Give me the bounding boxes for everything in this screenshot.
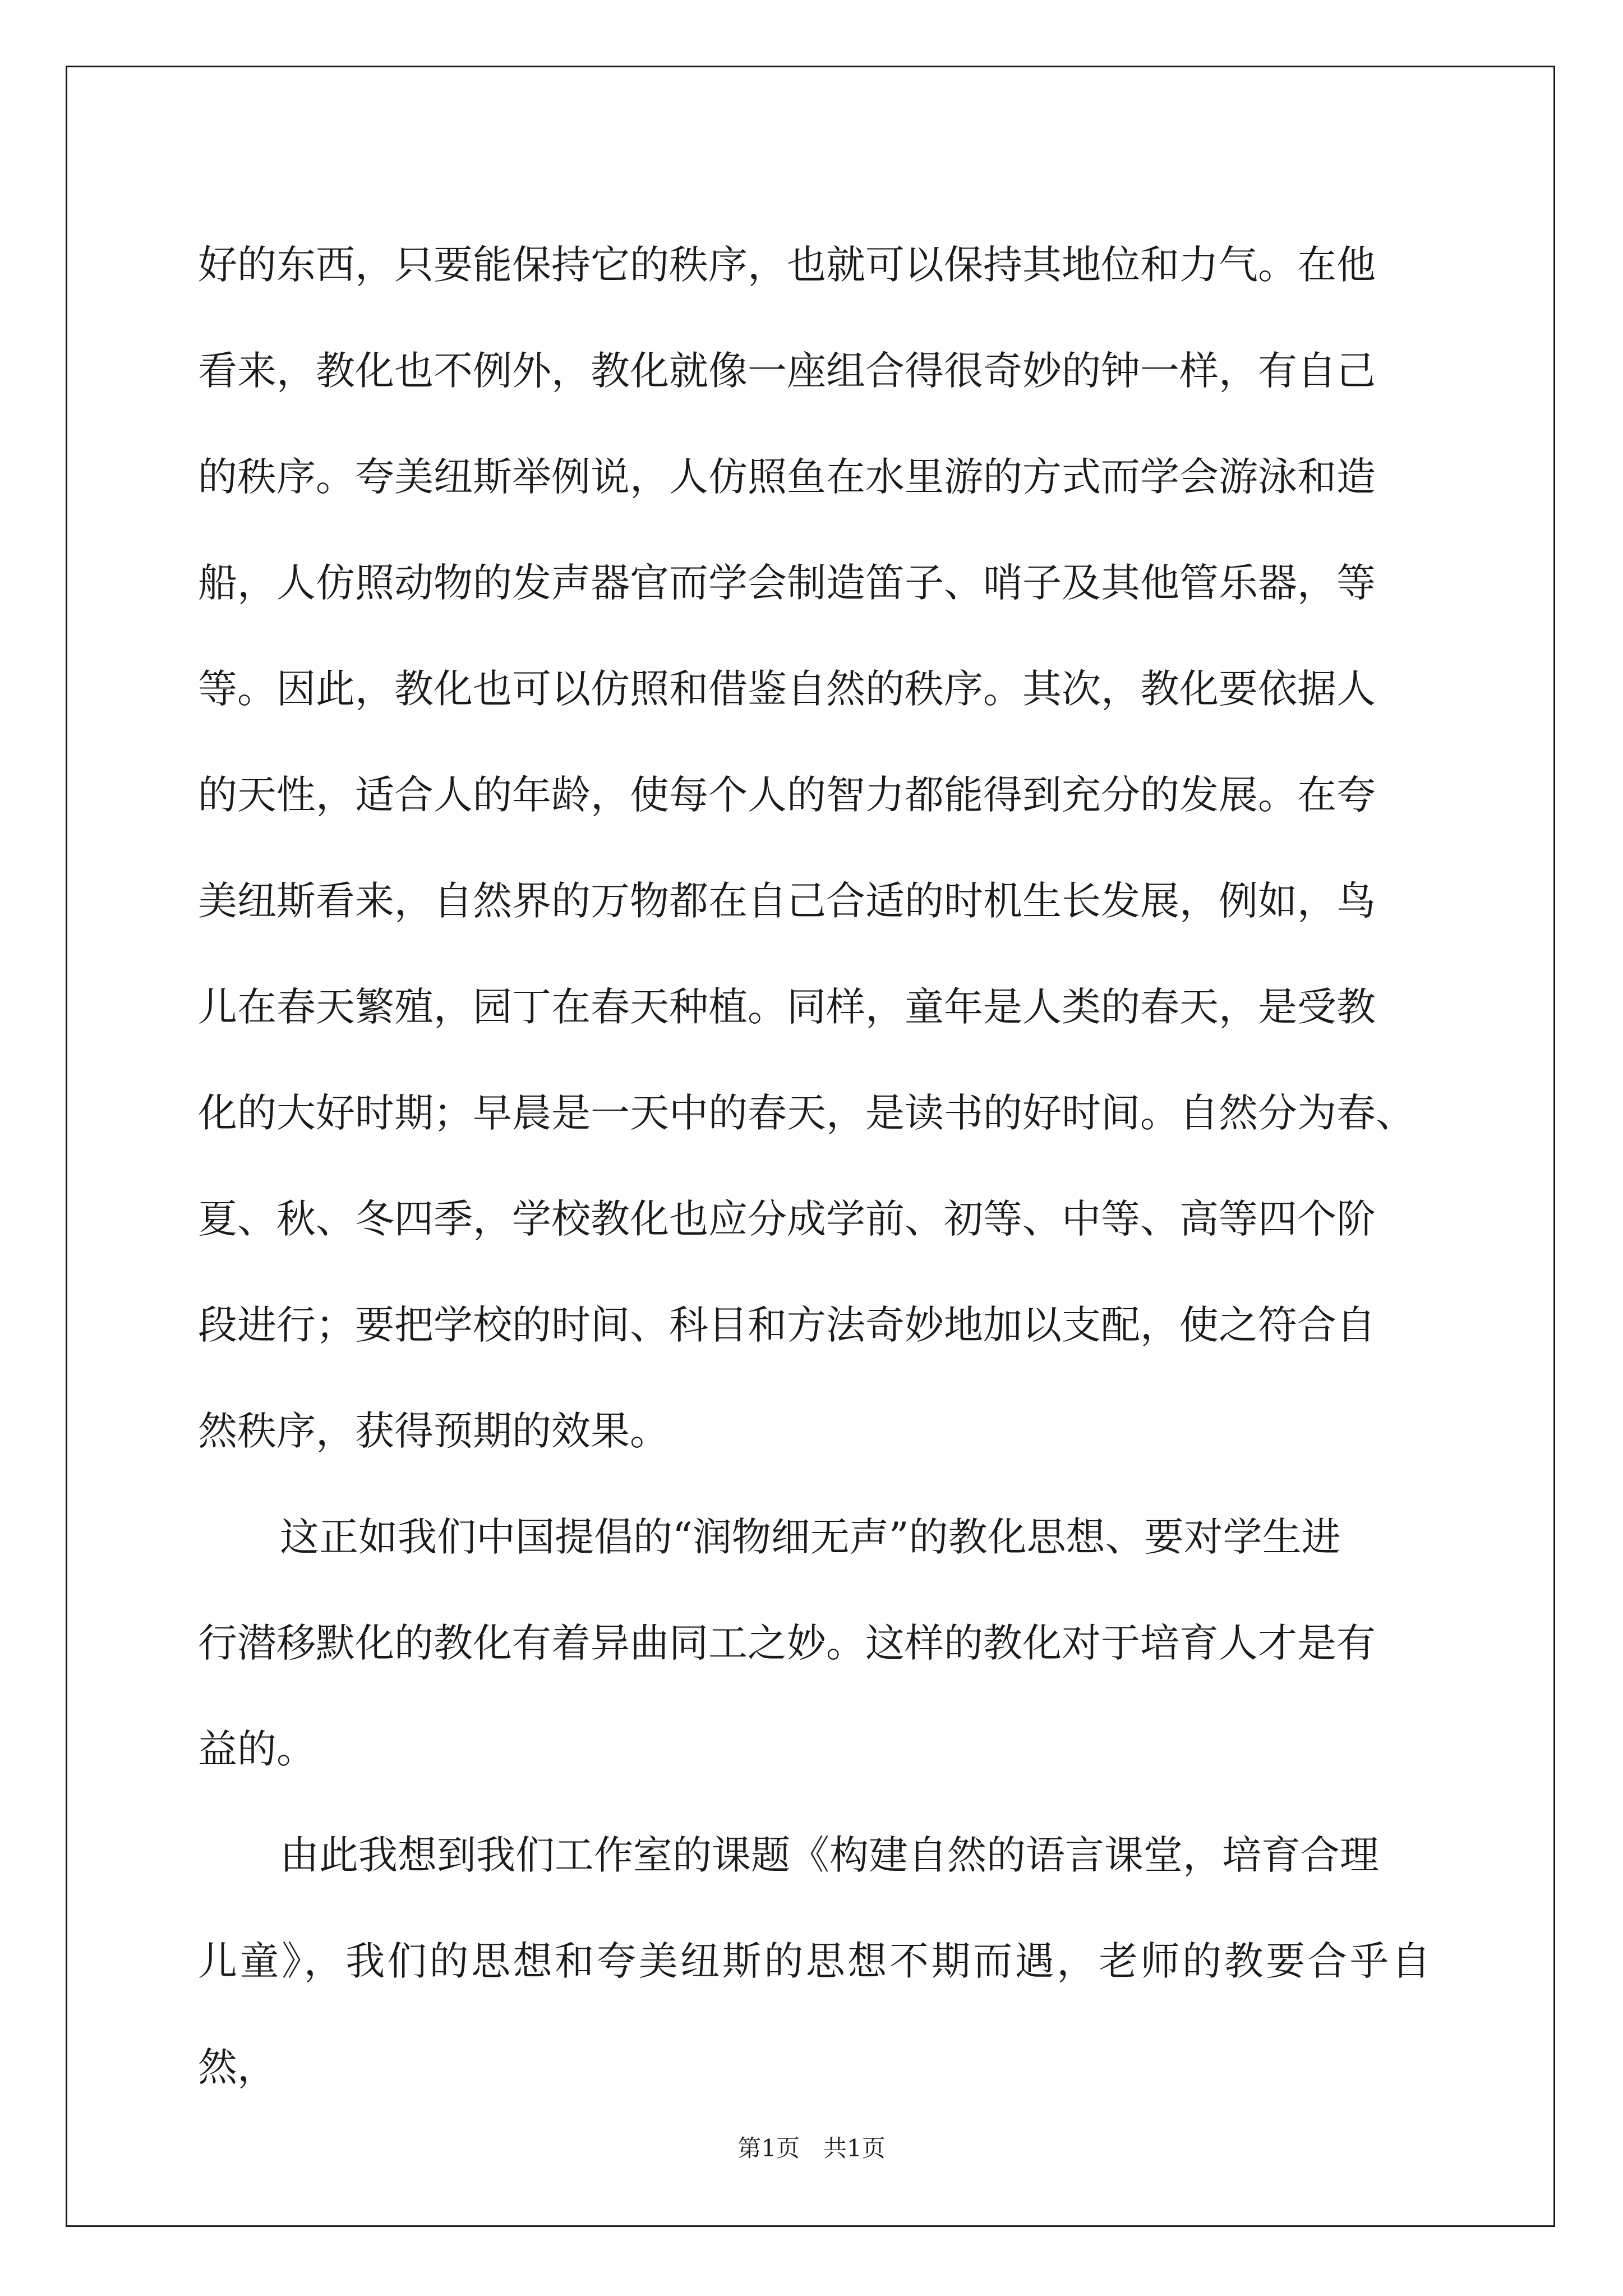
page-number-footer: 第1页 共1页 — [737, 2134, 886, 2162]
paragraph-1: 好的东西，只要能保持它的秩序，也就可以保持其地位和力气。在他 看来，教化也不例外，教化就像一座组合得很奇妙的钟一样，有自己 的秩序。夸美纽斯举例说，人仿照鱼在水里游的方式而学会游泳和造 船，人仿照动物的发声器官而学会制造笛子、哨子及其他管乐器，等 等。因此，教化也可以仿照和借鉴自然的秩序。其次，教化要依据人 的天性，适合人的年龄，使每个人的智力都能得到充分的发展。在夸 美纽斯看来，自然界的万物都在自己合适的时机生长发展，例如，鸟 儿在春天繁殖，园丁在春天种植。同样，童年是人类的春天，是受教 化的大好时期；早晨是一天中的春天，是读书的好时间。自然分为春、 夏、秋、冬四季，学校教化也应分成学前、初等、中等、高等四个阶 段进行；要把学校的时间、科目和方法奇妙地加以支配，使之符合自 然秩序，获得预期的效果。 — [198, 242, 1415, 1454]
document-body — [198, 212, 1431, 2120]
paragraph-3: 由此我想到我们工作室的课题《构建自然的语言课堂，培育合理 儿童》，我们的思想和夸美纽斯的思想不期而遇，老师的教要合乎自然， — [198, 1832, 1431, 2090]
paragraph-2: 这正如我们中国提倡的“润物细无声”的教化思想、要对学生进 行潜移默化的教化有着异曲同工之妙。这样的教化对于培育人才是有 益的。 — [198, 1514, 1376, 1772]
